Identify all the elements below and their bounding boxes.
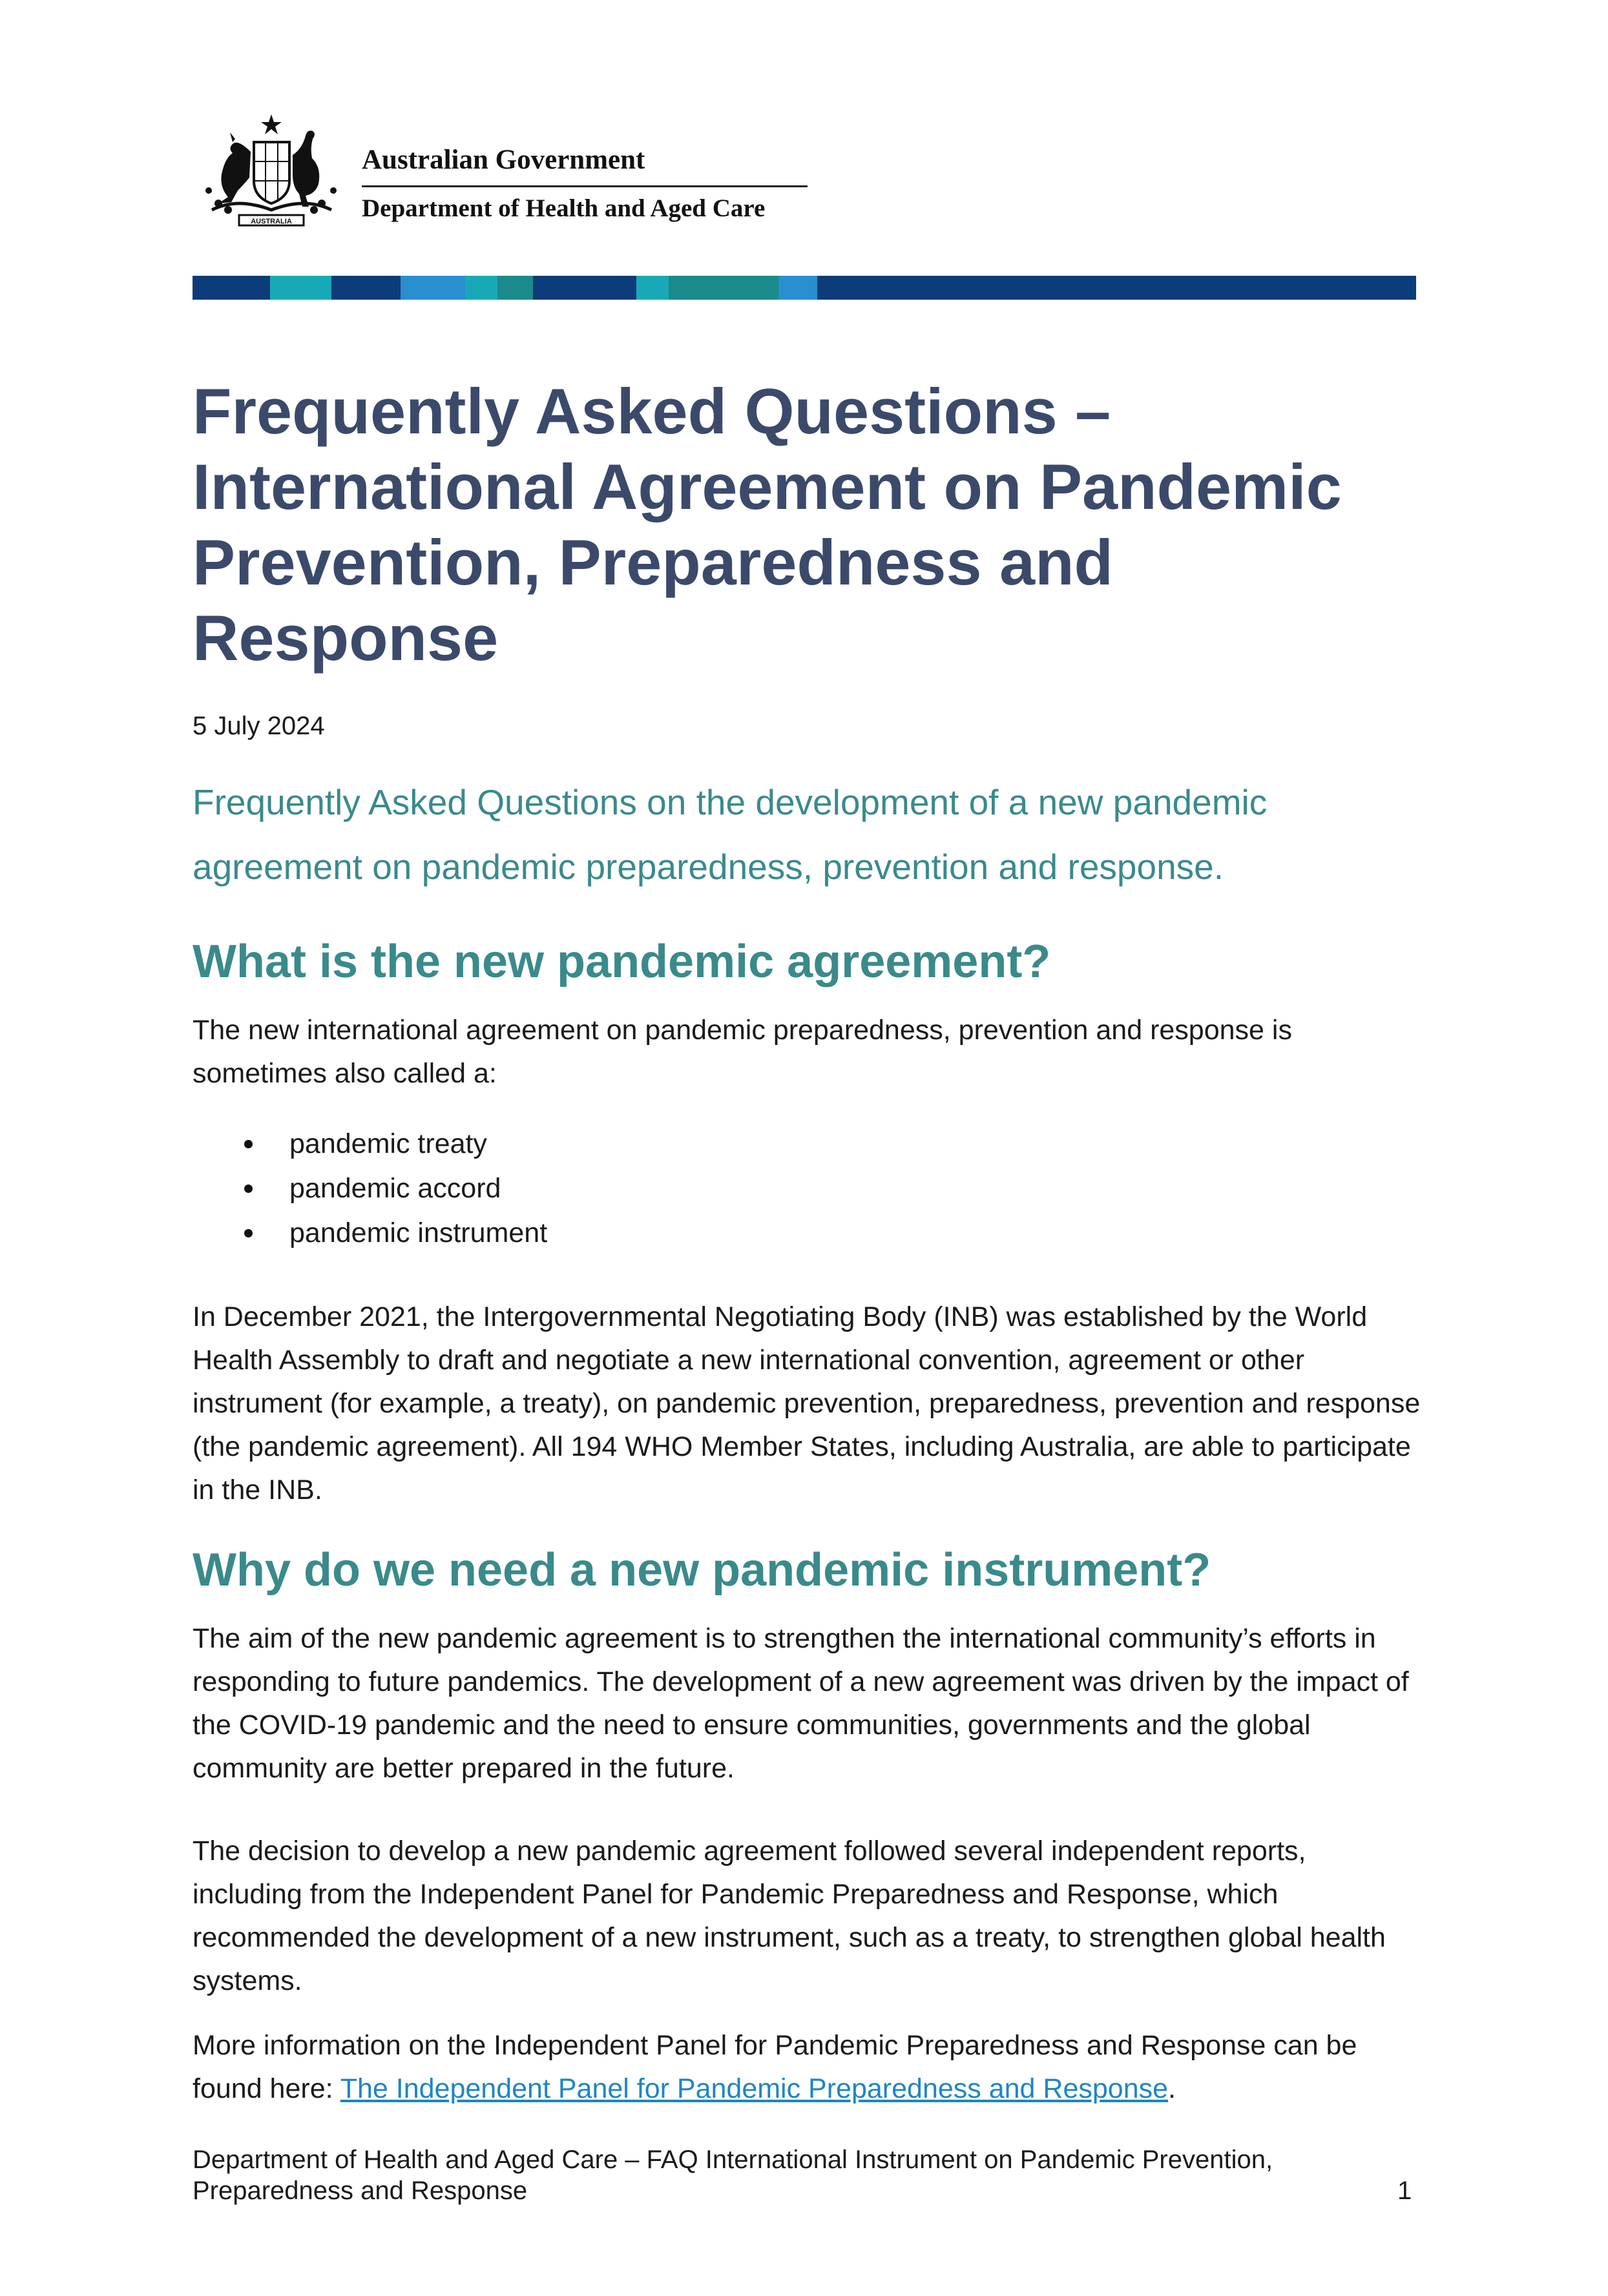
page-number: 1 (1397, 2177, 1412, 2205)
list-item: pandemic accord (193, 1167, 547, 1212)
bullet-icon (244, 1184, 253, 1193)
page-footer: Department of Health and Aged Care – FAQ International Instrument on Pandemic Prevention, Preparedness and Response (193, 2146, 1273, 2205)
paragraph3-suffix: . (1168, 2073, 1176, 2104)
government-name: Australian Government (362, 145, 645, 175)
section2-paragraph1: The aim of the new pandemic agreement is to strengthen the international community’s efforts in responding to future pandemics. The development of a new agreement was driven by the impact of the COVID-19 pandemic and the need to ensure communities, governments and the global community are better prepared in the future. (193, 1623, 1409, 1784)
publication-date: 5 July 2024 (193, 712, 325, 740)
bullet-icon (244, 1229, 253, 1237)
page-title: Frequently Asked Questions – International Agreement on Pandemic Prevention, Preparedness and Response (193, 375, 1342, 674)
bullet-icon (244, 1140, 253, 1148)
page-subtitle: Frequently Asked Questions on the development of a new pandemic agreement on pandemic preparedness, prevention and response. (193, 782, 1268, 887)
stripe-segment (270, 276, 331, 300)
stripe-segment (401, 276, 465, 300)
brand-stripe (193, 276, 1416, 300)
stripe-segment (778, 276, 817, 300)
stripe-segment (533, 276, 636, 300)
header-divider (362, 185, 808, 187)
stripe-segment (465, 276, 497, 300)
government-header (193, 113, 813, 233)
section-heading-what-is: What is the new pandemic agreement? (193, 936, 1051, 988)
section2-paragraph2: The decision to develop a new pandemic agreement followed several independent reports, including from the Independent Panel for Pandemic Preparedness and Response, which recommended the development of a new instrument, such as a treaty, to strengthen global health systems. (193, 1836, 1386, 1996)
independent-panel-link[interactable]: The Independent Panel for Pandemic Preparedness and Response (340, 2073, 1169, 2104)
department-name: Department of Health and Aged Care (362, 194, 766, 222)
stripe-segment (636, 276, 669, 300)
list-item: pandemic instrument (193, 1212, 547, 1256)
stripe-segment (193, 276, 270, 300)
svg-text:AUSTRALIA: AUSTRALIA (251, 218, 292, 225)
list-item: pandemic treaty (193, 1122, 547, 1167)
alternative-names-list (193, 1122, 547, 1256)
stripe-segment (497, 276, 533, 300)
stripe-segment (331, 276, 401, 300)
paragraph3-text: More information on the Independent Panel for Pandemic Preparedness and Response can be found here: (193, 2030, 1357, 2104)
coat-of-arms-icon (193, 113, 351, 229)
section1-intro: The new international agreement on pandemic preparedness, prevention and response is sometimes also called a: (193, 1015, 1292, 1089)
stripe-segment (817, 276, 1416, 300)
section-heading-why-need: Why do we need a new pandemic instrument? (193, 1544, 1211, 1596)
stripe-segment (669, 276, 778, 300)
section1-paragraph: In December 2021, the Intergovernmental Negotiating Body (INB) was established by the World Health Assembly to draft and negotiate a new international convention, agreement or other instrument (for example, a treaty), on pandemic prevention, preparedness, prevention and response (the pandemic agreement). All 194 WHO Member States, including Australia, are able to participate in the INB. (193, 1301, 1421, 1505)
section2-paragraph3 (193, 2024, 1423, 2111)
